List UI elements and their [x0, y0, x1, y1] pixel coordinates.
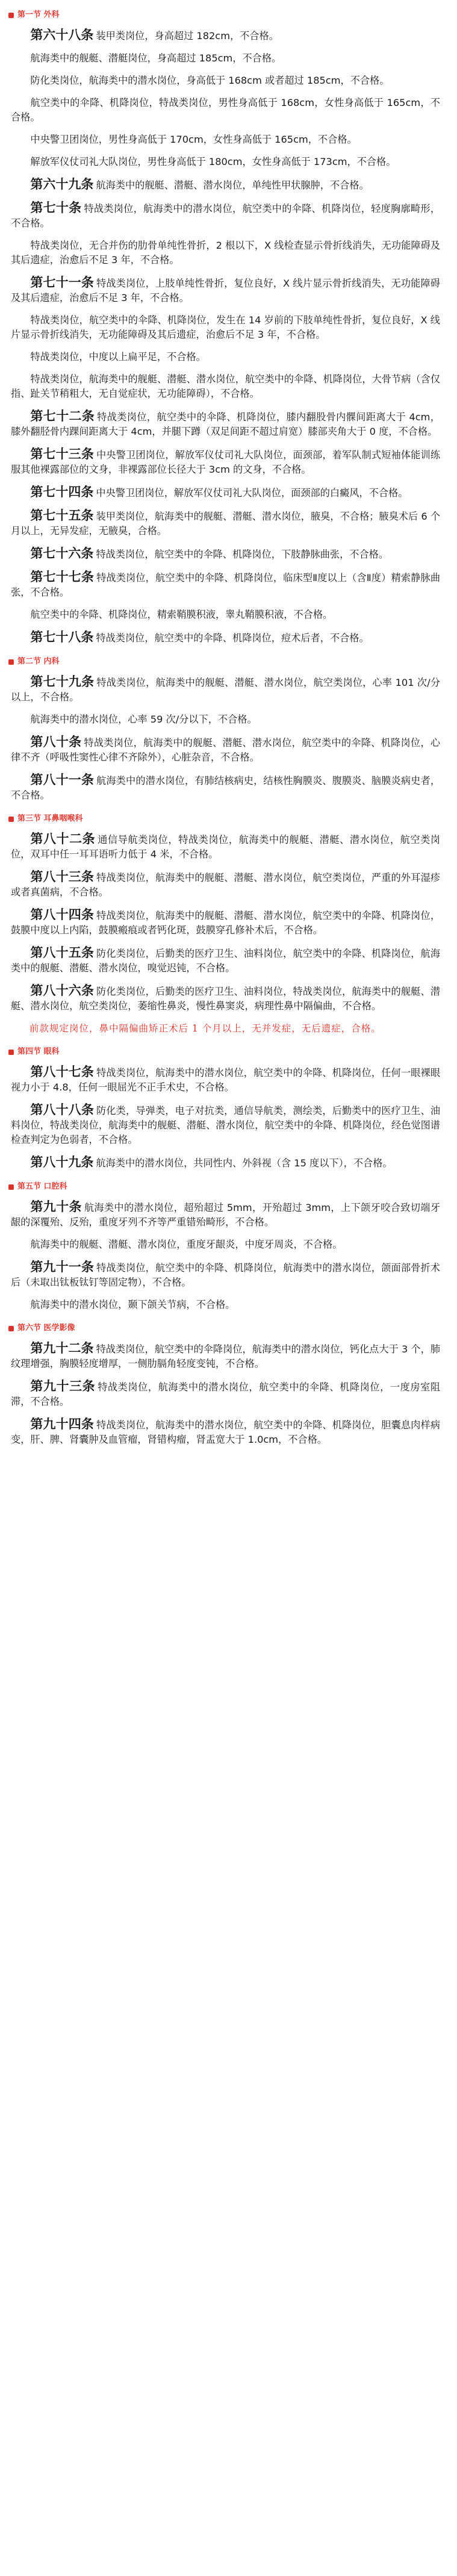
article-text: 特战类岗位，航空类中的伞降、机降岗位，下肢静脉曲张，不合格。 [96, 549, 389, 560]
article-text: 特战类岗位，航空类中的伞降、机降岗位，痘术后者，不合格。 [96, 632, 369, 644]
article-paragraph [8, 51, 440, 66]
article-paragraph [8, 372, 440, 401]
article-paragraph [8, 630, 440, 646]
article-paragraph [8, 735, 440, 765]
article-paragraph [8, 983, 440, 1013]
section-marker-icon [8, 817, 14, 822]
section-title: 第六节 医学影像 [17, 1324, 75, 1333]
article-paragraph [8, 350, 440, 364]
article-number: 第七十一条 [30, 275, 95, 290]
article-paragraph [8, 238, 440, 267]
article-text: 防化类岗位，后勤类的医疗卫生、油料岗位，特战类岗位，航海类中的舰艇、潜艇、潜水岗位，航空类岗位，萎缩性鼻炎，慢性鼻窦炎，病理性鼻中隔偏曲，不合格。 [11, 986, 441, 1012]
article-paragraph [8, 73, 440, 88]
article-text: 特战类岗位，航空类中的伞降、机降岗位，发生在 14 岁前的下肢单纯性骨折，复位良好，X 线片显示骨折线消失，无功能障碍及其后遗症，治愈后不足 3 年，不合格。 [11, 314, 440, 340]
article-paragraph [8, 1417, 440, 1447]
article-text: 防化类，导弹类，电子对抗类，通信导航类，测绘类，后勤类中的医疗卫生、油料岗位，特战类岗位，航海类中的舰艇、潜艇、潜水岗位，航空类中的伞降、机降岗位，经色觉图谱检查判定为色弱者，不合格。 [11, 1105, 441, 1145]
article-text: 特战类岗位，航海类中的潜水岗位，航空类中的伞降、机降岗位，胆囊息肉样病变，肝、脾、肾囊肿及血管瘤，肾错构瘤，肾盂宽大于 1.0cm，不合格。 [11, 1419, 441, 1445]
article-text: 装甲类岗位，航海类中的舰艇、潜艇、潜水岗位，腋臭，不合格；腋臭术后 6 个月以上，无异发症，无腋臭，合格。 [11, 511, 441, 537]
article-text: 特战类岗位，航空类中的伞降岗位，航海类中的潜水岗位，钙化点大于 3 个，肺纹理增强，胸膜轻度增厚，一侧肋膈角轻度变钝，不合格。 [11, 1343, 441, 1369]
article-number: 第六十九条 [30, 177, 94, 191]
article-number: 第七十九条 [30, 674, 95, 689]
article-paragraph [8, 201, 440, 231]
article-number: 第七十二条 [30, 409, 95, 423]
article-number: 第八十三条 [30, 870, 95, 884]
article-paragraph [8, 1155, 440, 1171]
article-number: 第七十四条 [30, 485, 94, 499]
article-text: 防化类岗位，后勤类的医疗卫生、油料岗位，航空类中的伞降、机降岗位，航海类中的舰艇、潜艇、潜水岗位，嗅觉迟钝，不合格。 [11, 948, 441, 974]
article-number: 第八十五条 [30, 945, 95, 960]
article-text: 航海类中的潜水岗位，颞下颌关节病，不合格。 [30, 1299, 235, 1310]
article-text: 特战类岗位，航海类中的舰艇、潜艇、潜水岗位，航空类中的伞降、机降岗位，鼓膜中度以上内陷，鼓膜瘢痕或者钙化斑，鼓膜穿孔修补术后，不合格。 [11, 910, 441, 936]
section-header [8, 1181, 440, 1192]
section-marker-icon [8, 1184, 14, 1190]
article-number: 第七十三条 [30, 447, 95, 461]
article-paragraph [8, 275, 440, 305]
section-header [8, 656, 440, 667]
article-paragraph [8, 570, 440, 600]
section-marker-icon [8, 1326, 14, 1331]
section-title: 第三节 耳鼻咽喉科 [17, 814, 83, 823]
article-text: 特战类岗位，航海类中的潜水岗位，航空类中的伞降、机降岗位，任何一眼裸眼视力小于 4.8，任何一眼屈光不正手术史，不合格。 [11, 1067, 441, 1093]
article-paragraph [8, 409, 440, 439]
article-paragraph [8, 773, 440, 803]
article-text: 航海类中的潜水岗位，心率 59 次/分以下，不合格。 [30, 714, 257, 725]
article-text: 装甲类岗位，身高超过 182cm，不合格。 [96, 30, 279, 42]
article-text: 航海类中的潜水岗位，有肺结核病史，结核性胸膜炎、腹膜炎、脑膜炎病史者，不合格。 [11, 775, 441, 801]
article-paragraph [8, 608, 440, 622]
article-text: 防化类岗位，航海类中的潜水岗位，身高低于 168cm 或者超过 185cm，不合格。 [30, 75, 390, 86]
article-paragraph [8, 945, 440, 975]
article-text: 特战类岗位，航海类中的舰艇、潜艇、潜水岗位，航空类中的伞降、机降岗位，心律不齐（呼吸性窦性心律不齐除外），心脏杂音，不合格。 [11, 737, 441, 763]
article-paragraph [8, 177, 440, 193]
article-number: 第八十四条 [30, 907, 95, 922]
article-text: 特战类岗位，航海类中的舰艇、潜艇、潜水岗位，航空类岗位，心率 101 次/分以上，不合格。 [11, 677, 441, 703]
article-text: 解放军仪仗司礼大队岗位，男性身高低于 180cm，女性身高低于 173cm，不合格。 [30, 156, 396, 167]
article-number: 第九十条 [30, 1199, 82, 1214]
article-number: 第七十七条 [30, 570, 95, 584]
section-marker-icon [8, 659, 14, 665]
article-text: 特战类岗位，无合并伤的肋骨单纯性骨折，2 根以下，X 线检查显示骨折线消失，无功能障碍及其后遗症，治愈后不足 3 年，不合格。 [11, 240, 440, 266]
article-paragraph [8, 508, 440, 538]
article-number: 第九十二条 [30, 1341, 94, 1355]
section-title: 第二节 内科 [17, 657, 60, 666]
article-paragraph [8, 674, 440, 705]
note-paragraph [8, 1021, 440, 1036]
article-text: 特战类岗位，航海类中的舰艇、潜艇、潜水岗位，航空类中的伞降、机降岗位，大骨节病（含仅指、趾关节稍粗大，无自觉症状，无功能障碍），不合格。 [11, 373, 440, 399]
article-paragraph [8, 1199, 440, 1230]
article-paragraph [8, 907, 440, 938]
section-title: 第四节 眼科 [17, 1047, 60, 1056]
article-paragraph [8, 1379, 440, 1409]
article-paragraph [8, 155, 440, 169]
article-text: 前款规定岗位，鼻中隔偏曲矫正术后 1 个月以上，无并发症，无后遗症，合格。 [30, 1023, 381, 1034]
article-paragraph [8, 1260, 440, 1290]
section-header [8, 814, 440, 824]
section-title: 第一节 外科 [17, 10, 60, 19]
article-paragraph [8, 1341, 440, 1371]
article-text: 航海类中的舰艇、潜艇、潜水岗位，单纯性甲状腺肿，不合格。 [96, 179, 369, 191]
article-text: 航海类中的潜水岗位，共同性内、外斜视（含 15 度以下），不合格。 [96, 1157, 393, 1169]
section-header [8, 1047, 440, 1057]
article-text: 中央警卫团岗位，男性身高低于 170cm，女性身高低于 165cm，不合格。 [30, 134, 357, 145]
article-paragraph [8, 1237, 440, 1252]
article-text: 通信导航类岗位，特战类岗位，航海类中的舰艇、潜艇、潜水岗位，航空类岗位，双耳中任一耳耳语听力低于 4 米，不合格。 [11, 834, 441, 860]
article-paragraph [8, 712, 440, 727]
article-paragraph [8, 546, 440, 562]
section-title: 第五节 口腔科 [17, 1182, 67, 1191]
article-number: 第八十条 [30, 735, 82, 749]
article-number: 第九十一条 [30, 1260, 95, 1274]
article-paragraph [8, 832, 440, 862]
article-number: 第七十六条 [30, 546, 94, 561]
article-paragraph [8, 96, 440, 125]
article-number: 第八十一条 [30, 773, 95, 787]
article-text: 特战类岗位，航海类中的舰艇、潜艇、潜水岗位，航空类岗位，严重的外耳湿疹或者真菌病，不合格。 [11, 872, 441, 898]
article-number: 第八十二条 [30, 832, 96, 846]
article-text: 航空类中的伞降、机降岗位，特战类岗位，男性身高低于 168cm，女性身高低于 165cm，不合格。 [11, 97, 440, 123]
article-paragraph [8, 447, 440, 477]
article-number: 第七十条 [30, 201, 82, 215]
article-paragraph [8, 1065, 440, 1095]
article-paragraph [8, 1103, 440, 1147]
article-number: 第八十六条 [30, 983, 95, 998]
article-text: 航海类中的舰艇、潜艇岗位，身高超过 185cm，不合格。 [30, 52, 282, 64]
section-marker-icon [8, 1050, 14, 1055]
section-marker-icon [8, 13, 14, 18]
article-number: 第八十九条 [30, 1155, 94, 1169]
section-header [8, 1323, 440, 1334]
article-number: 第七十五条 [30, 508, 94, 523]
section-header [8, 10, 440, 20]
article-paragraph [8, 870, 440, 900]
article-text: 特战类岗位，航空类中的伞降、机降岗位，膝内翻股骨内髁间距离大于 4cm，膝外翻胫骨内踝间距离大于 4cm，并腿下蹲（双足间距不超过肩宽）膝部夹角大于 0 度，不合格。 [11, 411, 440, 437]
article-text: 航海类中的舰艇、潜艇、潜水岗位，重度牙龈炎，中度牙周炎，不合格。 [30, 1239, 343, 1250]
article-paragraph [8, 132, 440, 147]
article-paragraph [8, 485, 440, 500]
article-text: 特战类岗位，航空类中的伞降、机降岗位，航海类中的潜水岗位，颌面部骨折术后（未取出钛板钛钉等固定物），不合格。 [11, 1262, 441, 1288]
article-number: 第九十四条 [30, 1417, 95, 1431]
article-paragraph [8, 1298, 440, 1312]
article-text: 特战类岗位，航空类中的伞降、机降岗位，临床型Ⅱ度以上（含Ⅱ度）精索静脉曲张，不合格。 [11, 572, 441, 598]
article-number: 第八十八条 [30, 1103, 95, 1117]
article-text: 航海类中的潜水岗位，超殆超过 5mm，开殆超过 3mm，上下颌牙咬合致切端牙龈的深覆殆、反殆，重度牙列不齐等严重错殆畸形，不合格。 [11, 1202, 441, 1228]
article-paragraph [8, 28, 440, 43]
article-text: 特战类岗位，上肢单纯性骨折，复位良好，X 线片显示骨折线消失，无功能障碍及其后遗症，治愈后不足 3 年，不合格。 [11, 278, 440, 303]
article-paragraph [8, 313, 440, 342]
article-number: 第九十三条 [30, 1379, 96, 1393]
article-text: 特战类岗位，中度以上扁平足，不合格。 [30, 351, 206, 362]
article-text: 特战类岗位，航海类中的潜水岗位，航空类中的伞降、机降岗位，轻度胸廓畸形，不合格。 [11, 203, 441, 229]
article-text: 中央警卫团岗位，解放军仪仗司礼大队岗位，面颈部的白癜风，不合格。 [96, 487, 408, 499]
article-number: 第八十七条 [30, 1065, 95, 1079]
article-number: 第七十八条 [30, 630, 94, 644]
article-text: 中央警卫团岗位，解放军仪仗司礼大队岗位，面颈部，着军队制式短袖体能训练服其他裸露部位的文身，非裸露部位长径大于 3cm 的文身，不合格。 [11, 449, 441, 475]
article-text: 航空类中的伞降、机降岗位，精索鞘膜积液，睾丸鞘膜积液，不合格。 [30, 609, 333, 620]
article-number: 第六十八条 [30, 28, 94, 42]
article-text: 特战类岗位，航海类中的潜水岗位，航空类中的伞降、机降岗位，一度房室阻滞，不合格。 [11, 1381, 441, 1407]
